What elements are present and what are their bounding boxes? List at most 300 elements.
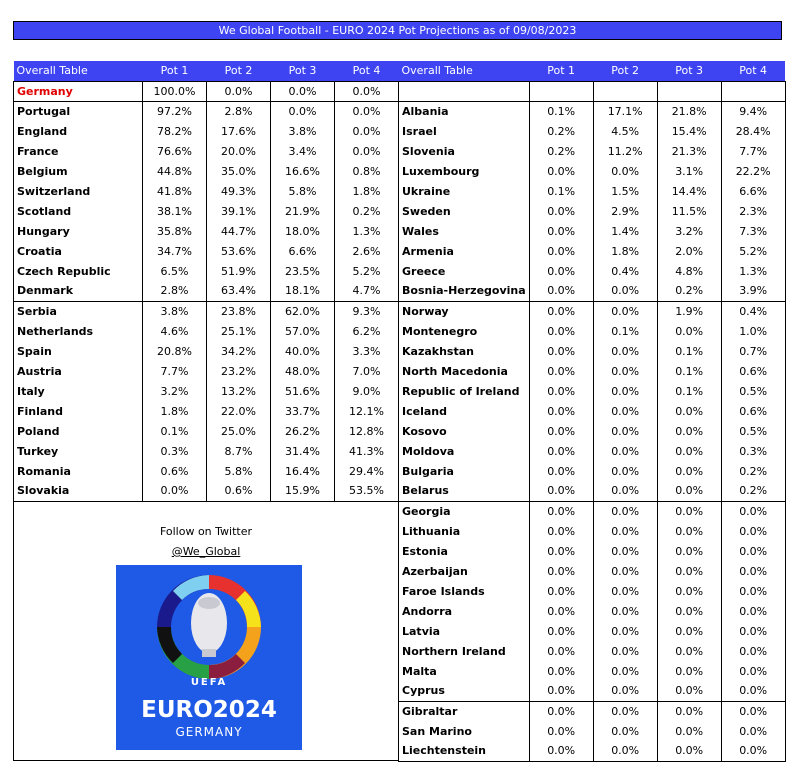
pot-2-value-cell: 11.2%	[593, 141, 657, 161]
table-row	[399, 101, 786, 121]
pot-2-value-cell: 0.0%	[593, 341, 657, 361]
table-row	[399, 421, 786, 441]
pot-1-value-cell: 34.7%	[143, 241, 207, 261]
team-name-cell: Norway	[399, 301, 530, 321]
pot-2-value-cell: 0.0%	[593, 581, 657, 601]
pot-1-value-cell: 35.8%	[143, 221, 207, 241]
twitter-promo-panel	[13, 501, 399, 761]
pot-1-value-cell: 4.6%	[143, 321, 207, 341]
team-name-cell: Spain	[14, 341, 143, 361]
pot-1-value-cell: 0.0%	[529, 721, 593, 741]
table-row	[399, 81, 786, 101]
table-row	[14, 301, 399, 321]
pot-3-value-cell: 0.0%	[657, 461, 721, 481]
team-name-cell: Portugal	[14, 101, 143, 121]
team-name-cell: Israel	[399, 121, 530, 141]
pot-2-value-cell: 23.2%	[207, 361, 271, 381]
team-name-cell: Malta	[399, 661, 530, 681]
team-name-cell: Switzerland	[14, 181, 143, 201]
pot-1-value-cell: 0.0%	[529, 501, 593, 521]
pot-4-value-cell: 29.4%	[335, 461, 399, 481]
pot-1-value-cell: 0.1%	[143, 421, 207, 441]
pot-2-value-cell: 0.0%	[593, 721, 657, 741]
pot-2-value-cell: 5.8%	[207, 461, 271, 481]
pot-2-value-cell: 8.7%	[207, 441, 271, 461]
pot-4-value-cell: 3.9%	[721, 281, 785, 301]
team-name-cell: Armenia	[399, 241, 530, 261]
team-name-cell: Scotland	[14, 201, 143, 221]
pot-2-value-cell: 0.0%	[593, 421, 657, 441]
team-name-cell: Austria	[14, 361, 143, 381]
pot-3-value-cell: 1.9%	[657, 301, 721, 321]
team-name-cell: Lithuania	[399, 521, 530, 541]
pot-3-value-cell: 0.0%	[657, 441, 721, 461]
table-row	[399, 481, 786, 501]
pot-4-value-cell: 7.0%	[335, 361, 399, 381]
team-name-cell: Netherlands	[14, 321, 143, 341]
pot-2-value-cell: 0.1%	[593, 321, 657, 341]
team-name-cell: Italy	[14, 381, 143, 401]
pot-4-value-cell: 0.0%	[335, 141, 399, 161]
pot-3-value-cell: 0.0%	[657, 501, 721, 521]
pot-2-value-cell: 0.0%	[593, 361, 657, 381]
pot-1-value-cell: 0.0%	[529, 221, 593, 241]
team-name-cell: Azerbaijan	[399, 561, 530, 581]
table-row	[399, 541, 786, 561]
pot-3-value-cell: 0.1%	[657, 341, 721, 361]
pot-2-value-cell: 22.0%	[207, 401, 271, 421]
logo-subtitle: GERMANY	[175, 725, 243, 739]
pot-3-value-cell: 33.7%	[271, 401, 335, 421]
pot-4-value-cell: 0.8%	[335, 161, 399, 181]
pot-2-value-cell: 0.0%	[593, 621, 657, 641]
pot-1-value-cell: 0.0%	[529, 681, 593, 701]
pot-3-value-cell: 0.1%	[657, 361, 721, 381]
table-row	[399, 121, 786, 141]
pot-4-value-cell: 0.5%	[721, 421, 785, 441]
team-name-cell: San Marino	[399, 721, 530, 741]
logo-wordmark: EURO2024	[141, 697, 277, 723]
pot-1-value-cell	[529, 81, 593, 101]
pot-1-value-cell: 41.8%	[143, 181, 207, 201]
pot-4-value-cell: 0.0%	[721, 641, 785, 661]
pot-3-value-cell: 57.0%	[271, 321, 335, 341]
pot-3-value-cell: 18.1%	[271, 281, 335, 301]
pot-1-value-cell: 6.5%	[143, 261, 207, 281]
pot-4-value-cell: 28.4%	[721, 121, 785, 141]
table-row	[14, 241, 399, 261]
pot-4-value-cell: 3.3%	[335, 341, 399, 361]
table-row	[399, 461, 786, 481]
pot-2-value-cell: 53.6%	[207, 241, 271, 261]
table-row	[399, 381, 786, 401]
pot-4-value-cell: 41.3%	[335, 441, 399, 461]
pot-3-value-cell: 0.0%	[657, 421, 721, 441]
pot-3-value-cell: 51.6%	[271, 381, 335, 401]
pot-2-value-cell: 0.0%	[593, 161, 657, 181]
pot-2-value-cell: 0.0%	[593, 521, 657, 541]
pot-2-value-cell: 39.1%	[207, 201, 271, 221]
pot-3-value-cell: 0.0%	[271, 101, 335, 121]
team-name-cell: Bulgaria	[399, 461, 530, 481]
pot-4-value-cell: 0.3%	[721, 441, 785, 461]
pot-4-value-cell: 1.3%	[721, 261, 785, 281]
pot-1-value-cell: 0.0%	[529, 161, 593, 181]
pot-2-value-cell: 49.3%	[207, 181, 271, 201]
column-header-pot-4: Pot 4	[335, 61, 399, 81]
table-row	[14, 121, 399, 141]
pot-3-value-cell: 15.9%	[271, 481, 335, 501]
pot-1-value-cell: 0.0%	[529, 541, 593, 561]
pot-4-value-cell: 6.6%	[721, 181, 785, 201]
pot-3-value-cell: 21.3%	[657, 141, 721, 161]
table-row	[399, 601, 786, 621]
team-name-cell: Iceland	[399, 401, 530, 421]
pot-2-value-cell: 35.0%	[207, 161, 271, 181]
pot-2-value-cell: 51.9%	[207, 261, 271, 281]
pot-1-value-cell: 0.0%	[529, 701, 593, 721]
pot-2-value-cell: 44.7%	[207, 221, 271, 241]
pot-1-value-cell: 0.0%	[529, 321, 593, 341]
pot-4-value-cell: 0.7%	[721, 341, 785, 361]
pot-1-value-cell: 76.6%	[143, 141, 207, 161]
pot-1-value-cell: 0.1%	[529, 101, 593, 121]
pot-4-value-cell: 1.3%	[335, 221, 399, 241]
pot-1-value-cell: 0.2%	[529, 141, 593, 161]
pot-3-value-cell: 0.0%	[657, 321, 721, 341]
pot-2-value-cell: 4.5%	[593, 121, 657, 141]
uefa-text: UEFA	[190, 677, 228, 688]
table-row	[14, 221, 399, 241]
table-row	[14, 161, 399, 181]
table-row	[399, 441, 786, 461]
pot-4-value-cell: 0.0%	[721, 741, 785, 761]
column-header-overall-table: Overall Table	[14, 61, 143, 81]
team-name-cell: Liechtenstein	[399, 741, 530, 761]
table-row	[399, 321, 786, 341]
pot-3-value-cell: 0.0%	[657, 521, 721, 541]
pot-4-value-cell: 7.7%	[721, 141, 785, 161]
pot-4-value-cell: 0.0%	[335, 101, 399, 121]
team-name-cell: Belgium	[14, 161, 143, 181]
pot-3-value-cell: 11.5%	[657, 201, 721, 221]
team-name-cell: Hungary	[14, 221, 143, 241]
column-header-pot-2: Pot 2	[593, 61, 657, 81]
pot-1-value-cell: 0.0%	[529, 361, 593, 381]
pot-2-value-cell: 0.6%	[207, 481, 271, 501]
pot-2-value-cell: 0.0%	[593, 381, 657, 401]
pot-3-value-cell: 48.0%	[271, 361, 335, 381]
pot-1-value-cell: 0.0%	[529, 621, 593, 641]
pot-1-value-cell: 0.1%	[529, 181, 593, 201]
pot-2-value-cell: 0.0%	[593, 441, 657, 461]
pot-4-value-cell: 7.3%	[721, 221, 785, 241]
team-name-cell: Georgia	[399, 501, 530, 521]
pot-3-value-cell: 6.6%	[271, 241, 335, 261]
pot-4-value-cell: 0.6%	[721, 401, 785, 421]
pot-4-value-cell: 12.8%	[335, 421, 399, 441]
pot-4-value-cell: 0.0%	[721, 721, 785, 741]
team-name-cell: Andorra	[399, 601, 530, 621]
table-row	[14, 401, 399, 421]
pot-2-value-cell: 0.0%	[593, 301, 657, 321]
pot-2-value-cell: 13.2%	[207, 381, 271, 401]
pot-2-value-cell: 20.0%	[207, 141, 271, 161]
pot-2-value-cell: 1.4%	[593, 221, 657, 241]
team-name-cell: Kazakhstan	[399, 341, 530, 361]
pot-2-value-cell: 0.0%	[593, 501, 657, 521]
team-name-cell: Northern Ireland	[399, 641, 530, 661]
pot-4-value-cell: 9.3%	[335, 301, 399, 321]
pot-1-value-cell: 0.0%	[529, 481, 593, 501]
pot-4-value-cell: 0.0%	[721, 521, 785, 541]
table-row	[399, 241, 786, 261]
pot-3-value-cell: 3.1%	[657, 161, 721, 181]
pot-1-value-cell: 0.0%	[529, 561, 593, 581]
twitter-handle-link[interactable]: @We_Global	[171, 545, 241, 558]
pot-1-value-cell: 3.2%	[143, 381, 207, 401]
table-row	[14, 81, 399, 101]
pot-3-value-cell	[657, 81, 721, 101]
team-name-cell	[399, 81, 530, 101]
team-name-cell: Czech Republic	[14, 261, 143, 281]
team-name-cell: North Macedonia	[399, 361, 530, 381]
team-name-cell: Slovakia	[14, 481, 143, 501]
team-name-cell: Luxembourg	[399, 161, 530, 181]
team-name-cell: Kosovo	[399, 421, 530, 441]
team-name-cell: Poland	[14, 421, 143, 441]
pot-3-value-cell: 21.8%	[657, 101, 721, 121]
pot-2-value-cell: 0.0%	[593, 661, 657, 681]
team-name-cell: Moldova	[399, 441, 530, 461]
pot-4-value-cell: 53.5%	[335, 481, 399, 501]
pot-1-value-cell: 0.0%	[529, 521, 593, 541]
pot-3-value-cell: 0.0%	[657, 641, 721, 661]
pot-4-value-cell: 1.8%	[335, 181, 399, 201]
table-row	[14, 321, 399, 341]
pot-2-value-cell: 34.2%	[207, 341, 271, 361]
table-row	[14, 421, 399, 441]
pot-2-value-cell: 2.8%	[207, 101, 271, 121]
pot-4-value-cell: 0.0%	[721, 541, 785, 561]
pot-3-value-cell: 16.6%	[271, 161, 335, 181]
column-header-pot-4: Pot 4	[721, 61, 785, 81]
pot-3-value-cell: 40.0%	[271, 341, 335, 361]
pot-1-value-cell: 0.0%	[529, 201, 593, 221]
table-row	[14, 441, 399, 461]
team-name-cell: Slovenia	[399, 141, 530, 161]
column-header-pot-3: Pot 3	[657, 61, 721, 81]
pot-2-value-cell: 25.0%	[207, 421, 271, 441]
pot-1-value-cell: 3.8%	[143, 301, 207, 321]
team-name-cell: Wales	[399, 221, 530, 241]
pot-2-value-cell: 17.6%	[207, 121, 271, 141]
pot-1-value-cell: 0.0%	[529, 281, 593, 301]
table-row	[14, 381, 399, 401]
pot-4-value-cell: 0.2%	[721, 461, 785, 481]
pot-2-value-cell: 0.0%	[593, 281, 657, 301]
table-row	[14, 141, 399, 161]
pot-3-value-cell: 0.0%	[657, 681, 721, 701]
pot-1-value-cell: 0.0%	[529, 261, 593, 281]
team-name-cell: Republic of Ireland	[399, 381, 530, 401]
table-row	[14, 201, 399, 221]
pot-1-value-cell: 0.0%	[529, 441, 593, 461]
pot-3-value-cell: 0.0%	[657, 601, 721, 621]
pot-2-value-cell: 0.0%	[593, 601, 657, 621]
table-row	[399, 561, 786, 581]
pot-1-value-cell: 0.2%	[529, 121, 593, 141]
pot-4-value-cell: 2.6%	[335, 241, 399, 261]
pot-1-value-cell: 0.0%	[529, 341, 593, 361]
pot-3-value-cell: 3.4%	[271, 141, 335, 161]
pot-1-value-cell: 38.1%	[143, 201, 207, 221]
pot-1-value-cell: 0.3%	[143, 441, 207, 461]
pot-3-value-cell: 0.0%	[657, 401, 721, 421]
pot-4-value-cell: 0.0%	[721, 501, 785, 521]
table-row	[399, 141, 786, 161]
page-title: We Global Football - EURO 2024 Pot Projections as of 09/08/2023	[13, 21, 782, 40]
pot-3-value-cell: 0.0%	[657, 561, 721, 581]
table-row	[399, 221, 786, 241]
pot-4-value-cell: 22.2%	[721, 161, 785, 181]
pot-4-value-cell: 5.2%	[721, 241, 785, 261]
pot-4-value-cell: 1.0%	[721, 321, 785, 341]
pot-3-value-cell: 3.2%	[657, 221, 721, 241]
team-name-cell: Romania	[14, 461, 143, 481]
pot-4-value-cell: 0.0%	[721, 561, 785, 581]
column-header-pot-2: Pot 2	[207, 61, 271, 81]
team-name-cell: Germany	[14, 81, 143, 101]
pot-2-value-cell: 17.1%	[593, 101, 657, 121]
table-row	[399, 661, 786, 681]
team-name-cell: Cyprus	[399, 681, 530, 701]
pot-1-value-cell: 0.0%	[529, 301, 593, 321]
pot-1-value-cell: 0.0%	[529, 661, 593, 681]
team-name-cell: Estonia	[399, 541, 530, 561]
team-name-cell: Turkey	[14, 441, 143, 461]
pot-4-value-cell: 0.0%	[721, 601, 785, 621]
pot-4-value-cell: 0.0%	[721, 581, 785, 601]
pot-4-value-cell: 0.2%	[335, 201, 399, 221]
table-row	[14, 461, 399, 481]
pot-4-value-cell: 5.2%	[335, 261, 399, 281]
table-row	[14, 261, 399, 281]
pot-3-value-cell: 0.0%	[271, 81, 335, 101]
team-name-cell: Croatia	[14, 241, 143, 261]
pot-1-value-cell: 20.8%	[143, 341, 207, 361]
team-name-cell: Albania	[399, 101, 530, 121]
table-row	[399, 281, 786, 301]
pot-1-value-cell: 0.0%	[143, 481, 207, 501]
pot-4-value-cell: 9.0%	[335, 381, 399, 401]
pot-1-value-cell: 0.0%	[529, 641, 593, 661]
pot-4-value-cell: 0.0%	[335, 121, 399, 141]
pot-2-value-cell: 0.0%	[207, 81, 271, 101]
pot-3-value-cell: 15.4%	[657, 121, 721, 141]
pot-3-value-cell: 0.0%	[657, 741, 721, 761]
pot-3-value-cell: 21.9%	[271, 201, 335, 221]
pot-2-value-cell: 0.0%	[593, 461, 657, 481]
pot-4-value-cell: 6.2%	[335, 321, 399, 341]
table-row	[399, 181, 786, 201]
table-row	[399, 681, 786, 701]
pot-2-value-cell: 0.0%	[593, 641, 657, 661]
team-name-cell: Bosnia-Herzegovina	[399, 281, 530, 301]
team-name-cell: Denmark	[14, 281, 143, 301]
pot-3-value-cell: 5.8%	[271, 181, 335, 201]
pot-4-value-cell: 0.0%	[721, 701, 785, 721]
pot-2-value-cell: 0.4%	[593, 261, 657, 281]
pot-4-value-cell: 0.6%	[721, 361, 785, 381]
pot-3-value-cell: 0.0%	[657, 661, 721, 681]
pot-1-value-cell: 78.2%	[143, 121, 207, 141]
pot-3-value-cell: 4.8%	[657, 261, 721, 281]
pot-3-value-cell: 3.8%	[271, 121, 335, 141]
table-row	[399, 401, 786, 421]
team-name-cell: Serbia	[14, 301, 143, 321]
table-row	[14, 181, 399, 201]
team-name-cell: Greece	[399, 261, 530, 281]
table-row	[14, 341, 399, 361]
table-row	[399, 341, 786, 361]
table-row	[399, 581, 786, 601]
pot-1-value-cell: 0.0%	[529, 241, 593, 261]
pot-2-value-cell: 0.0%	[593, 401, 657, 421]
table-row	[399, 201, 786, 221]
team-name-cell: Belarus	[399, 481, 530, 501]
team-name-cell: Montenegro	[399, 321, 530, 341]
left-table	[13, 61, 399, 502]
pot-1-value-cell: 0.0%	[529, 461, 593, 481]
pot-4-value-cell: 0.5%	[721, 381, 785, 401]
pot-1-value-cell: 2.8%	[143, 281, 207, 301]
pot-1-value-cell: 97.2%	[143, 101, 207, 121]
pot-3-value-cell: 14.4%	[657, 181, 721, 201]
pot-4-value-cell: 0.0%	[721, 661, 785, 681]
pot-3-value-cell: 0.2%	[657, 281, 721, 301]
pot-1-value-cell: 7.7%	[143, 361, 207, 381]
pot-2-value-cell: 0.0%	[593, 701, 657, 721]
pot-3-value-cell: 2.0%	[657, 241, 721, 261]
table-row	[399, 361, 786, 381]
pot-4-value-cell: 0.4%	[721, 301, 785, 321]
table-row	[399, 501, 786, 521]
pot-3-value-cell: 16.4%	[271, 461, 335, 481]
pot-4-value-cell: 4.7%	[335, 281, 399, 301]
pot-2-value-cell: 1.5%	[593, 181, 657, 201]
table-row	[399, 741, 786, 761]
euro2024-logo	[116, 565, 302, 750]
pot-2-value-cell: 0.0%	[593, 481, 657, 501]
table-row	[399, 261, 786, 281]
pot-2-value-cell: 1.8%	[593, 241, 657, 261]
pot-1-value-cell: 44.8%	[143, 161, 207, 181]
pot-3-value-cell: 31.4%	[271, 441, 335, 461]
table-row	[399, 301, 786, 321]
pot-4-value-cell: 0.0%	[721, 681, 785, 701]
trophy-logo-graphic	[116, 565, 302, 685]
column-header-pot-1: Pot 1	[529, 61, 593, 81]
pot-2-value-cell: 0.0%	[593, 741, 657, 761]
table-row	[399, 641, 786, 661]
pot-3-value-cell: 23.5%	[271, 261, 335, 281]
pot-3-value-cell: 0.1%	[657, 381, 721, 401]
pot-1-value-cell: 0.0%	[529, 421, 593, 441]
pot-3-value-cell: 0.0%	[657, 481, 721, 501]
table-row	[399, 521, 786, 541]
right-table	[398, 61, 786, 762]
